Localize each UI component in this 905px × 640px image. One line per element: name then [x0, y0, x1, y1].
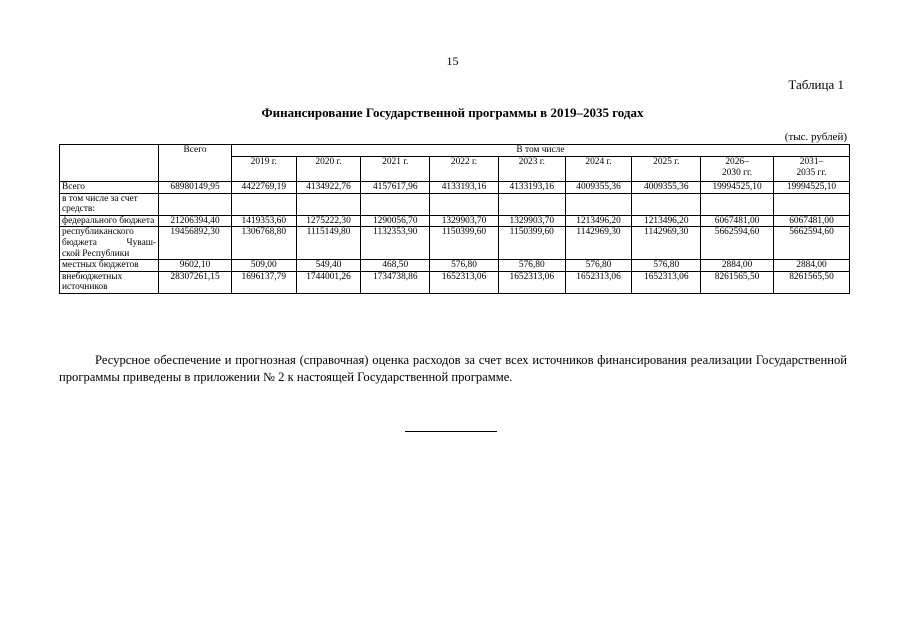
header-source-cell-lower — [60, 157, 159, 182]
cell-empty — [361, 193, 430, 215]
row-label: Всего — [60, 182, 159, 194]
cell-empty — [565, 193, 632, 215]
cell-value: 1132353,90 — [361, 227, 430, 260]
cell-value: 576,80 — [430, 260, 499, 272]
cell-empty — [701, 193, 774, 215]
header-year: 2019 г. — [231, 157, 296, 182]
cell-value: 1744001,26 — [296, 271, 361, 293]
cell-empty — [430, 193, 499, 215]
cell-value: 1329903,70 — [430, 215, 499, 227]
cell-value: 1290056,70 — [361, 215, 430, 227]
header-year: 2023 г. — [498, 157, 565, 182]
cell-value: 4134922,76 — [296, 182, 361, 194]
row-label-line: республиканского — [62, 227, 134, 238]
cell-value: 1652313,06 — [430, 271, 499, 293]
cell-value: 8261565,50 — [701, 271, 774, 293]
header-year: 2025 г. — [632, 157, 701, 182]
row-label: федерального бюджета — [60, 215, 159, 227]
table-row — [60, 182, 850, 194]
cell-value: 4133193,16 — [430, 182, 499, 194]
cell-value: 509,00 — [231, 260, 296, 272]
row-label: в том числе за счет средств: — [60, 193, 159, 215]
cell-value: 1213496,20 — [632, 215, 701, 227]
table-label: Таблица 1 — [788, 77, 844, 92]
header-period — [701, 157, 774, 182]
header-period-line: 2031– — [799, 157, 824, 167]
end-separator-line — [405, 431, 497, 432]
cell-value: 2884,00 — [701, 260, 774, 272]
row-label — [60, 227, 159, 260]
cell-value: 68980149,95 — [159, 182, 232, 194]
row-label: местных бюджетов — [60, 260, 159, 272]
header-row-2 — [60, 157, 850, 182]
row-label: внебюджетных источников — [60, 271, 159, 293]
cell-value: 1213496,20 — [565, 215, 632, 227]
cell-value: 1142969,30 — [565, 227, 632, 260]
cell-value: 1150399,60 — [430, 227, 499, 260]
cell-empty — [498, 193, 565, 215]
table-row — [60, 271, 850, 293]
cell-value: 468,50 — [361, 260, 430, 272]
cell-value: 4133193,16 — [498, 182, 565, 194]
cell-value: 1734738,86 — [361, 271, 430, 293]
cell-empty — [231, 193, 296, 215]
cell-value: 1275222,30 — [296, 215, 361, 227]
cell-value: 9602,10 — [159, 260, 232, 272]
cell-value: 4009355,36 — [632, 182, 701, 194]
cell-empty — [632, 193, 701, 215]
cell-empty — [159, 193, 232, 215]
header-total: Всего — [159, 145, 232, 157]
header-year: 2021 г. — [361, 157, 430, 182]
cell-value: 4009355,36 — [565, 182, 632, 194]
cell-value: 19456892,30 — [159, 227, 232, 260]
row-label-line: бюджета Чуваш- — [62, 237, 157, 248]
header-source-cell — [60, 145, 159, 157]
document-title: Финансирование Государственной программы в 2019–2035 годах — [261, 105, 644, 120]
header-in-that: В том числе — [231, 145, 849, 157]
cell-value: 6067481,00 — [701, 215, 774, 227]
cell-value: 1696137,79 — [231, 271, 296, 293]
cell-value: 5662594,60 — [701, 227, 774, 260]
page-number: 15 — [446, 54, 459, 68]
table-row — [60, 193, 850, 215]
cell-value: 549,40 — [296, 260, 361, 272]
cell-value: 1419353,60 — [231, 215, 296, 227]
cell-value: 4157617,96 — [361, 182, 430, 194]
cell-value: 19994525,10 — [701, 182, 774, 194]
cell-value: 5662594,60 — [773, 227, 849, 260]
header-period-line: 2030 гг. — [722, 167, 753, 178]
header-total-lower — [159, 157, 232, 182]
cell-value: 19994525,10 — [773, 182, 849, 194]
financing-table — [59, 144, 850, 294]
cell-value: 576,80 — [498, 260, 565, 272]
header-year: 2024 г. — [565, 157, 632, 182]
cell-value: 8261565,50 — [773, 271, 849, 293]
cell-value: 1142969,30 — [632, 227, 701, 260]
cell-value: 28307261,15 — [159, 271, 232, 293]
cell-value: 1306768,80 — [231, 227, 296, 260]
cell-value: 1652313,06 — [565, 271, 632, 293]
header-row-1 — [60, 145, 850, 157]
cell-empty — [773, 193, 849, 215]
units-label: (тыс. рублей) — [784, 131, 847, 143]
row-label-line: ской Республики — [62, 248, 130, 259]
cell-value: 1652313,06 — [632, 271, 701, 293]
cell-empty — [296, 193, 361, 215]
header-period — [773, 157, 849, 182]
cell-value: 2884,00 — [773, 260, 849, 272]
cell-value: 1329903,70 — [498, 215, 565, 227]
header-period-line: 2035 гг. — [796, 167, 827, 178]
cell-value: 1150399,60 — [498, 227, 565, 260]
cell-value: 1652313,06 — [498, 271, 565, 293]
cell-value: 576,80 — [565, 260, 632, 272]
cell-value: 576,80 — [632, 260, 701, 272]
table-row — [60, 215, 850, 227]
header-year: 2022 г. — [430, 157, 499, 182]
cell-value: 4422769,19 — [231, 182, 296, 194]
cell-value: 6067481,00 — [773, 215, 849, 227]
header-period-line: 2026– — [725, 157, 749, 167]
cell-value: 1115149,80 — [296, 227, 361, 260]
table-row — [60, 260, 850, 272]
header-year: 2020 г. — [296, 157, 361, 182]
table-row — [60, 227, 850, 260]
cell-value: 21206394,40 — [159, 215, 232, 227]
body-paragraph: Ресурсное обеспечение и прогнозная (справочная) оценка расходов за счет всех источников финансирования реализации Государственной программы приведены в приложении № 2 к настоящей Государственной программе. — [59, 352, 847, 384]
